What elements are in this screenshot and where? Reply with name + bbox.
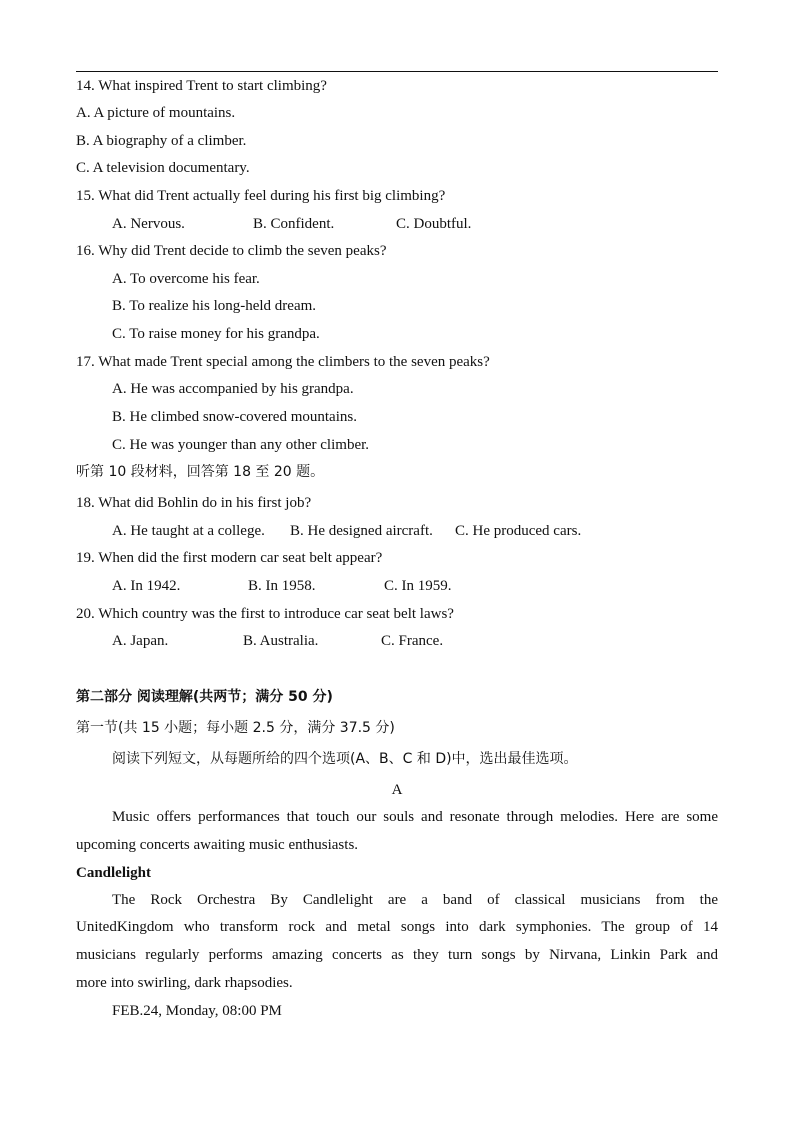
question-16-option-a: A. To overcome his fear. <box>112 271 260 287</box>
intro-line-1: Music offers performances that touch our souls and resonate through melodies. Here are some <box>112 809 718 825</box>
question-18-option-b: B. He designed aircraft. <box>290 523 433 539</box>
question-19-option-b: B. In 1958. <box>248 578 316 594</box>
question-17-option-b: B. He climbed snow-covered mountains. <box>112 409 357 425</box>
question-18-option-a: A. He taught at a college. <box>112 523 265 539</box>
passage-label: A <box>391 782 403 798</box>
question-20-option-a: A. Japan. <box>112 633 169 649</box>
question-14-stem: 14. What inspired Trent to start climbing? <box>76 78 327 94</box>
question-14-option-a: A. A picture of mountains. <box>76 105 236 121</box>
header-rule <box>76 71 718 72</box>
concert-para-line-4: more into swirling, dark rhapsodies. <box>76 975 293 991</box>
question-19-option-c: C. In 1959. <box>384 578 452 594</box>
question-14-option-c: C. A television documentary. <box>76 160 250 176</box>
question-15-stem: 15. What did Trent actually feel during his first big climbing? <box>76 188 446 204</box>
concert-para-line-2: UnitedKingdom who transform rock and metal songs into dark symphonies. The group of 14 <box>76 919 718 935</box>
question-16-stem: 16. Why did Trent decide to climb the seven peaks? <box>76 243 387 259</box>
listening-instruction: 听第 10 段材料，回答第 18 至 20 题。 <box>76 464 325 480</box>
question-18-stem: 18. What did Bohlin do in his first job? <box>76 495 312 511</box>
concert-para-line-3: musicians regularly performs amazing concerts as they turn songs by Nirvana, Linkin Park and <box>76 947 718 963</box>
question-16-option-c: C. To raise money for his grandpa. <box>112 326 320 342</box>
part2-heading: 第二部分 阅读理解(共两节；满分 50 分) <box>76 689 333 705</box>
question-15-option-c: C. Doubtful. <box>396 216 472 232</box>
question-17-option-c: C. He was younger than any other climber. <box>112 437 370 453</box>
question-16-option-b: B. To realize his long-held dream. <box>112 298 317 314</box>
question-14-option-b: B. A biography of a climber. <box>76 133 247 149</box>
question-19-stem: 19. When did the first modern car seat belt appear? <box>76 550 383 566</box>
question-19-option-a: A. In 1942. <box>112 578 181 594</box>
concert-title: Candlelight <box>76 865 152 881</box>
question-17-option-a: A. He was accompanied by his grandpa. <box>112 381 354 397</box>
reading-instruction: 阅读下列短文，从每题所给的四个选项(A、B、C 和 D)中，选出最佳选项。 <box>112 751 578 767</box>
question-18-option-c: C. He produced cars. <box>455 523 582 539</box>
question-20-stem: 20. Which country was the first to introduce car seat belt laws? <box>76 606 454 622</box>
section1-heading: 第一节(共 15 小题；每小题 2.5 分，满分 37.5 分) <box>76 720 395 736</box>
question-15-option-b: B. Confident. <box>253 216 335 232</box>
concert-date: FEB.24, Monday, 08:00 PM <box>112 1003 282 1019</box>
concert-para-line-1: The Rock Orchestra By Candlelight are a band of classical musicians from the <box>112 892 718 908</box>
question-20-option-c: C. France. <box>381 633 444 649</box>
question-20-option-b: B. Australia. <box>243 633 319 649</box>
question-15-option-a: A. Nervous. <box>112 216 185 232</box>
intro-line-2: upcoming concerts awaiting music enthusiasts. <box>76 837 359 853</box>
question-17-stem: 17. What made Trent special among the climbers to the seven peaks? <box>76 354 490 370</box>
